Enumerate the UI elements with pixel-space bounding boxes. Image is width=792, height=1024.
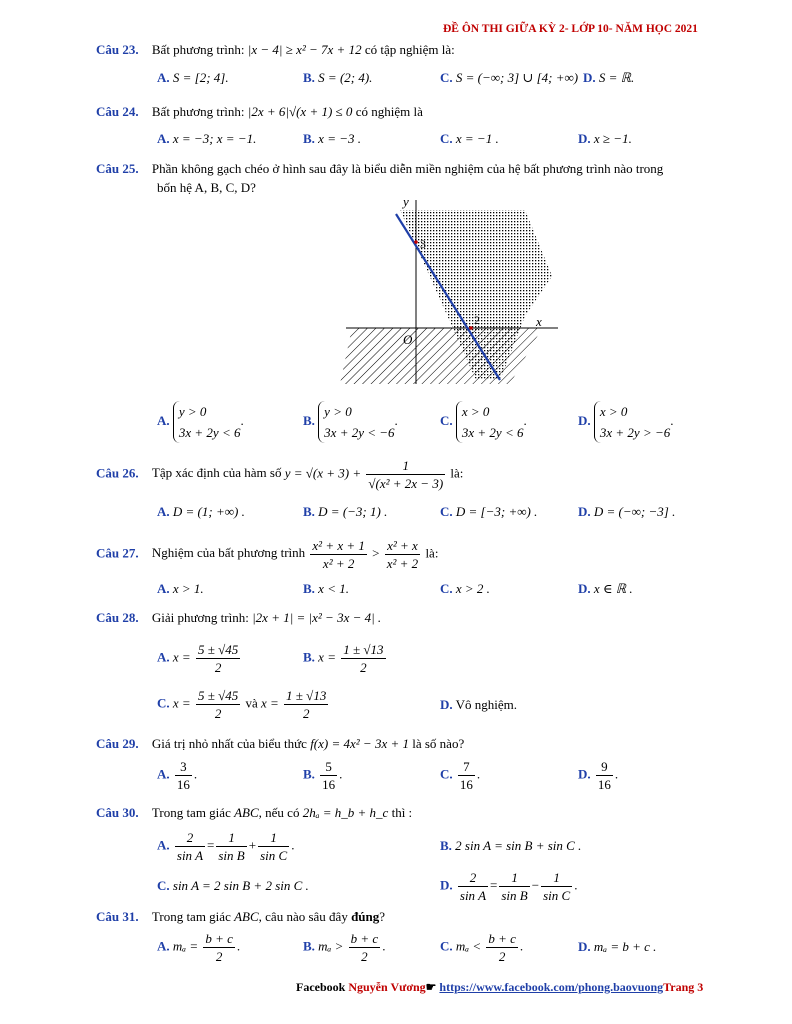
fraction: $\frac{b + c}{2}$ — [350, 931, 379, 964]
option-text: x = −3 . — [318, 131, 361, 146]
question-29 — [96, 736, 464, 752]
option-b[interactable]: B. x = −3 . — [303, 131, 361, 146]
fraction: $\frac{1}{\text{sin B}}$ — [218, 830, 245, 863]
option-text: x ∈ ℝ . — [593, 581, 633, 596]
system-line-2: 3x + 2y < −6 — [324, 425, 395, 440]
option-text: x = −3; x = −1. — [172, 131, 257, 146]
question-number: Câu 27. — [96, 545, 139, 561]
option-c[interactable]: C. $\frac{7}{16}$ . — [440, 759, 481, 792]
option-text: D = (−∞; −3] . — [593, 504, 676, 519]
system-line-2: 3x + 2y < 6 — [178, 425, 241, 440]
question-expression: |2x + 6|√(x + 1) ≤ 0 — [247, 104, 353, 119]
option-c[interactable]: C. S = (−∞; 3] ∪ [4; +∞) — [440, 70, 579, 85]
option-text: D = (−3; 1) . — [318, 504, 388, 519]
question-tail: là số nào? — [412, 736, 465, 751]
option-b[interactable]: B. x < 1. — [303, 581, 349, 596]
point-y-intercept — [414, 240, 418, 244]
question-number: Câu 24. — [96, 104, 139, 119]
option-a[interactable]: A. D = (1; +∞) . — [157, 504, 245, 519]
pointing-hand-icon: ☛ — [425, 980, 437, 994]
option-d[interactable]: D. $\frac{2}{\text{sin A}}$ = $\frac{1}{\text{sin B}}$ − $\frac{1}{\text{sin C}}$ . — [440, 870, 578, 903]
question-number: Câu 26. — [96, 465, 139, 481]
origin-label: O — [403, 332, 413, 347]
option-text: x < 1. — [318, 581, 349, 596]
triangle-name: ABC — [234, 805, 259, 820]
option-text: S = (2; 4). — [318, 70, 373, 85]
option-b[interactable]: B. x = $\frac{1 \pm √13}{2}$ — [303, 642, 384, 675]
question-condition: 2hₐ = h_b + h_c — [302, 805, 389, 820]
question-text: Phần không gạch chéo ở hình sau đây là biểu diễn miền nghiệm của hệ bất phương trình nào trong — [151, 161, 664, 176]
question-number: Câu 25. — [96, 161, 139, 176]
option-d[interactable]: D. $\frac{9}{16}$ . — [578, 759, 619, 792]
option-b[interactable]: B. D = (−3; 1) . — [303, 504, 388, 519]
fraction: $\frac{5 \pm √45}{2}$ — [197, 642, 239, 675]
option-text: S = [2; 4]. — [172, 70, 229, 85]
question-text: Nghiệm của bất phương trình — [151, 545, 306, 561]
question-24 — [96, 104, 423, 120]
page-footer — [296, 980, 703, 995]
option-d[interactable]: D. mₐ = b + c . — [578, 939, 657, 954]
question-expression: |2x + 1| = |x² − 3x − 4| . — [252, 610, 382, 625]
fraction: $\frac{b + c}{2}$ — [488, 931, 516, 964]
option-d[interactable]: D. Vô nghiệm. — [440, 697, 518, 712]
option-b[interactable]: B. S = (2; 4). — [303, 70, 373, 85]
option-a[interactable]: A. y > 0 3x + 2y < 6. — [157, 401, 244, 443]
fraction: $\frac{7}{16}$ — [459, 759, 473, 792]
option-a[interactable]: A. mₐ = $\frac{b + c}{2}$ . — [157, 931, 241, 964]
question-number: Câu 23. — [96, 42, 139, 57]
option-text: D = (1; +∞) . — [172, 504, 245, 519]
hatched-region — [340, 328, 542, 384]
option-d[interactable]: D. S = ℝ. — [583, 70, 635, 85]
question-tail: là: — [425, 545, 439, 561]
fraction: $\frac{5 \pm √45}{2}$ — [197, 688, 239, 721]
page-header-title: ĐỀ ÔN THI GIỮA KỲ 2- LỚP 10- NĂM HỌC 2021 — [443, 23, 698, 35]
question-tail: có tập nghiệm là: — [364, 42, 455, 57]
tick-label-3: 3 — [420, 237, 426, 251]
fraction: $\frac{1}{\text{√(x² + 2x − 3)}}$ — [368, 458, 444, 491]
option-b[interactable]: B. mₐ > $\frac{b + c}{2}$ . — [303, 931, 386, 964]
question-28 — [96, 610, 381, 626]
fraction: $\frac{1}{\text{sin C}}$ — [543, 870, 571, 903]
system-line-2: 3x + 2y < 6 — [461, 425, 524, 440]
option-c[interactable]: C. x > 0 3x + 2y < 6. — [440, 401, 527, 443]
question-26 — [96, 457, 463, 492]
option-text: S = ℝ. — [598, 70, 635, 85]
option-d[interactable]: D. D = (−∞; −3] . — [578, 504, 676, 519]
emphasis-word: đúng — [351, 909, 380, 924]
option-text: D = [−3; +∞) . — [455, 504, 538, 519]
option-text: x > 2 . — [455, 581, 490, 596]
system-line-1: y > 0 — [324, 404, 352, 419]
option-text: mₐ = b + c . — [593, 939, 657, 954]
fraction: $\frac{3}{16}$ — [176, 759, 190, 792]
x-axis-label: x — [536, 314, 542, 329]
y-axis-label: y — [403, 194, 409, 209]
point-x-intercept — [469, 326, 473, 330]
option-a[interactable]: A. x = $\frac{5 \pm √45}{2}$ — [157, 642, 239, 675]
solution-region-figure — [340, 194, 570, 390]
question-number: Câu 30. — [96, 805, 139, 820]
fraction: $\frac{b + c}{2}$ — [205, 931, 233, 964]
option-text: 2 sin A = sin B + sin C . — [455, 838, 582, 853]
question-tail: là: — [450, 465, 464, 481]
question-number: Câu 31. — [96, 909, 139, 924]
fraction: $\frac{9}{16}$ — [597, 759, 611, 792]
fraction-left: $\frac{\text{x² + x + 1}}{\text{x² + 2}}$ — [312, 538, 365, 571]
option-c[interactable]: C. x = −1 . — [440, 131, 499, 146]
system-line-2: 3x + 2y > −6 — [599, 425, 671, 440]
option-text: x > 1. — [172, 581, 204, 596]
question-text: Tập xác định của hàm số — [151, 465, 282, 481]
option-d[interactable]: D. x ≥ −1. — [578, 131, 632, 146]
option-c[interactable]: C. mₐ < $\frac{b + c}{2}$ . — [440, 931, 524, 964]
triangle-name: ABC — [234, 909, 259, 924]
option-b[interactable]: B. y > 0 3x + 2y < −6. — [303, 401, 398, 443]
question-number: Câu 28. — [96, 610, 139, 625]
option-text: sin A = 2 sin B + 2 sin C . — [172, 878, 309, 893]
option-text: Vô nghiệm. — [455, 697, 518, 712]
greater-than-sign: > — [372, 545, 380, 561]
fraction: $\frac{1}{\text{sin B}}$ — [501, 870, 528, 903]
fraction: $\frac{5}{16}$ — [322, 759, 336, 792]
question-number: Câu 29. — [96, 736, 139, 751]
question-27 — [96, 537, 438, 572]
question-30: Câu 30. Trong tam giác ABC, nếu có 2hₐ = h_b + h_c thì : — [96, 805, 413, 820]
question-text: Trong tam giác — [151, 909, 231, 924]
option-a[interactable]: A. x = −3; x = −1. — [157, 131, 257, 146]
fraction-right: $\frac{\text{x² + x}}{\text{x² + 2}}$ — [386, 538, 419, 571]
fraction: $\frac{1 \pm √13}{2}$ — [343, 642, 384, 675]
question-tail: thì : — [391, 805, 413, 820]
option-d[interactable]: D. x > 0 3x + 2y > −6. — [578, 401, 674, 443]
system-line-1: x > 0 — [461, 404, 490, 419]
option-a[interactable]: A. $\frac{2}{\text{sin A}}$ = $\frac{1}{\text{sin B}}$ + $\frac{1}{\text{sin C}}$ . — [157, 830, 295, 863]
fraction: $\frac{2}{\text{sin A}}$ — [459, 870, 487, 903]
fraction: $\frac{1}{\text{sin C}}$ — [260, 830, 288, 863]
option-b[interactable]: B. 2 sin A = sin B + sin C . — [440, 838, 582, 853]
option-text: S = (−∞; 3] ∪ [4; +∞) — [455, 70, 579, 85]
option-a[interactable]: A. S = [2; 4]. — [157, 70, 229, 85]
tick-label-2: 2 — [474, 313, 480, 327]
fraction: $\frac{1 \pm √13}{2}$ — [286, 688, 327, 721]
function-lhs: y = √(x + 3) + — [284, 465, 362, 481]
question-23 — [96, 42, 455, 58]
option-d[interactable]: D. x ∈ ℝ . — [578, 581, 633, 596]
question-expression: f(x) = 4x² − 3x + 1 — [310, 736, 409, 751]
footer-facebook-link[interactable]: https://www.facebook.com/phong.baovuong — [439, 980, 664, 994]
option-a[interactable]: A. x > 1. — [157, 581, 204, 596]
question-tail: có nghiệm là — [355, 104, 423, 119]
question-text-line-2: bốn hệ A, B, C, D? — [157, 180, 256, 195]
question-text: Trong tam giác — [151, 805, 231, 820]
footer-author-name: Nguyễn Vương — [348, 980, 426, 994]
system-line-1: y > 0 — [178, 404, 207, 419]
option-c[interactable]: C. x > 2 . — [440, 581, 490, 596]
question-text: Giá trị nhỏ nhất của biểu thức — [151, 736, 307, 751]
fraction: $\frac{2}{\text{sin A}}$ — [176, 830, 204, 863]
question-text: Bất phương trình: — [151, 42, 245, 57]
question-text: Giải phương trình: — [151, 610, 249, 625]
option-c[interactable]: C. x = $\frac{5 \pm √45}{2}$ và x = $\frac{1 \pm √13}{2}$ — [157, 688, 327, 721]
question-25 — [96, 161, 663, 177]
system-line-1: x > 0 — [599, 404, 628, 419]
option-a[interactable]: A. $\frac{3}{16}$ . — [157, 759, 198, 792]
question-text: Bất phương trình: — [151, 104, 245, 119]
footer-facebook-label: Facebook — [296, 980, 346, 994]
option-text: x = −1 . — [455, 131, 499, 146]
option-c[interactable]: C. sin A = 2 sin B + 2 sin C . — [157, 878, 309, 893]
question-31: Câu 31. Trong tam giác ABC, câu nào sâu đây đúng? — [96, 909, 386, 924]
option-text: x ≥ −1. — [593, 131, 632, 146]
option-c[interactable]: C. D = [−3; +∞) . — [440, 504, 538, 519]
question-expression: |x − 4| ≥ x² − 7x + 12 — [247, 42, 362, 57]
footer-page-number: Trang 3 — [663, 980, 704, 994]
option-b[interactable]: B. $\frac{5}{16}$ . — [303, 759, 343, 792]
